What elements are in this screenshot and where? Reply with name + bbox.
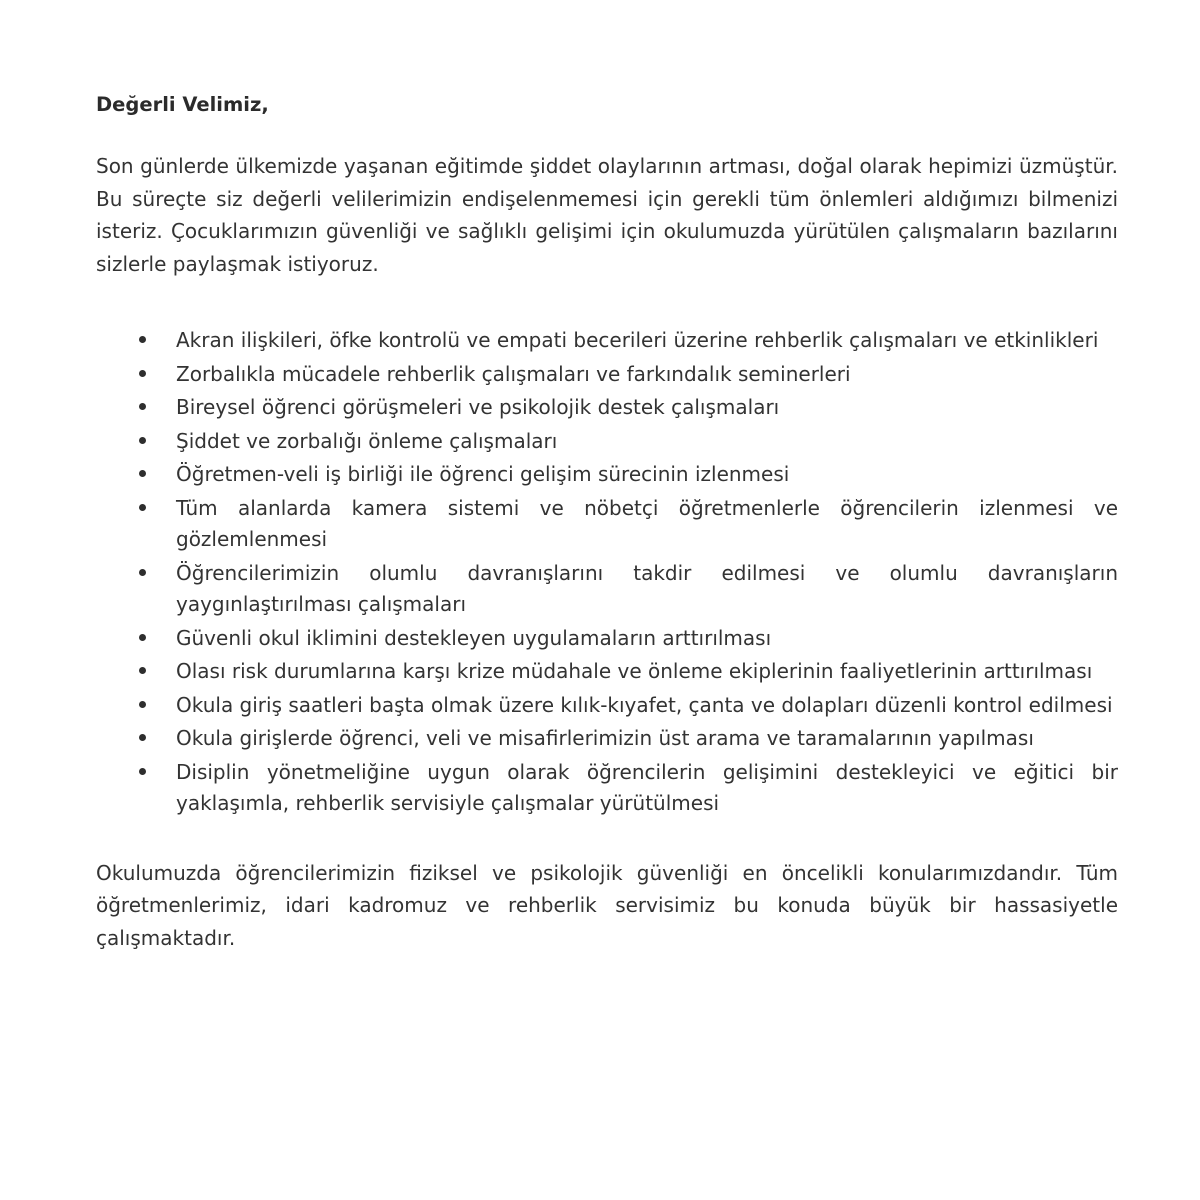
list-item — [96, 558, 1118, 621]
list-item — [96, 723, 1118, 755]
list-item-text: Akran ilişkileri, öfke kontrolü ve empati becerileri üzerine rehberlik çalışmaları ve etkinlikleri — [176, 328, 1099, 352]
bullet-icon — [139, 336, 146, 343]
list-item-text: Okula giriş saatleri başta olmak üzere kılık-kıyafet, çanta ve dolapları düzenli kontrol edilmesi — [176, 692, 1113, 717]
intro-paragraph: Son günlerde ülkemizde yaşanan eğitimde şiddet olaylarının artması, doğal olarak hepimizi üzmüştür. Bu süreçte siz değerli velilerimizin endişelenmemesi için gerekli tüm önlemleri aldığımızı bilmenizi isteriz. Çocuklarımızın güvenliği ve sağlıklı gelişimi için okulumuzda yürütülen çalışmaların bazılarını sizlerle paylaşmak istiyoruz. — [96, 154, 1118, 276]
bullet-icon — [139, 634, 146, 641]
bullet-icon — [139, 470, 146, 477]
list-item-text: Güvenli okul iklimini destekleyen uygulamaların arttırılması — [176, 625, 772, 650]
letter-greeting: Değerli Velimiz, — [96, 93, 269, 116]
bullet-icon — [139, 569, 146, 576]
list-item-text: Disiplin yönetmeliğine uygun olarak öğrencilerin gelişimini destekleyici ve eğitici bir yaklaşımla, rehberlik servisiyle çalışmalar yürütülmesi — [176, 759, 1118, 815]
list-item — [96, 623, 1118, 655]
bullet-icon — [139, 701, 146, 708]
list-item-text: Zorbalıkla mücadele rehberlik çalışmaları ve farkındalık seminerleri — [176, 361, 851, 386]
list-item-text: Bireysel öğrenci görüşmeleri ve psikolojik destek çalışmaları — [176, 395, 780, 419]
list-item — [96, 656, 1118, 688]
list-item — [96, 690, 1118, 722]
list-item — [96, 426, 1118, 458]
bullet-icon — [139, 504, 146, 511]
bullet-icon — [139, 734, 146, 741]
closing-paragraph: Okulumuzda öğrencilerimizin fiziksel ve psikolojik güvenliği en öncelikli konularımızdandır. Tüm öğretmenlerimiz, idari kadromuz ve rehberlik servisimiz bu konuda büyük bir hassasiyetle çalışmaktadır. — [96, 860, 1118, 950]
list-item — [96, 359, 1118, 391]
list-item — [96, 757, 1118, 820]
letter-body — [96, 93, 1118, 954]
bullet-icon — [139, 403, 146, 410]
bullet-icon — [139, 437, 146, 444]
bullet-icon — [139, 667, 146, 674]
list-item-text: Şiddet ve zorbalığı önleme çalışmaları — [176, 428, 558, 453]
list-item-text: Tüm alanlarda kamera sistemi ve nöbetçi öğretmenlerle öğrencilerin izlenmesi ve gözlemlenmesi — [176, 495, 1118, 551]
list-item-text: Olası risk durumlarına karşı krize müdahale ve önleme ekiplerinin faaliyetlerinin arttırılması — [176, 659, 1093, 683]
list-item — [96, 493, 1118, 556]
list-item-text: Okula girişlerde öğrenci, veli ve misafirlerimizin üst arama ve taramalarının yapılması — [176, 726, 1034, 750]
list-item-text: Öğretmen-veli iş birliği ile öğrenci gelişim sürecinin izlenmesi — [176, 462, 790, 486]
bullet-icon — [139, 768, 146, 775]
measures-list — [96, 325, 1118, 820]
list-item — [96, 392, 1118, 424]
bullet-icon — [139, 370, 146, 377]
list-item — [96, 459, 1118, 491]
list-item-text: Öğrencilerimizin olumlu davranışlarını takdir edilmesi ve olumlu davranışların yaygınlaştırılması çalışmaları — [176, 560, 1118, 616]
list-item — [96, 325, 1118, 357]
